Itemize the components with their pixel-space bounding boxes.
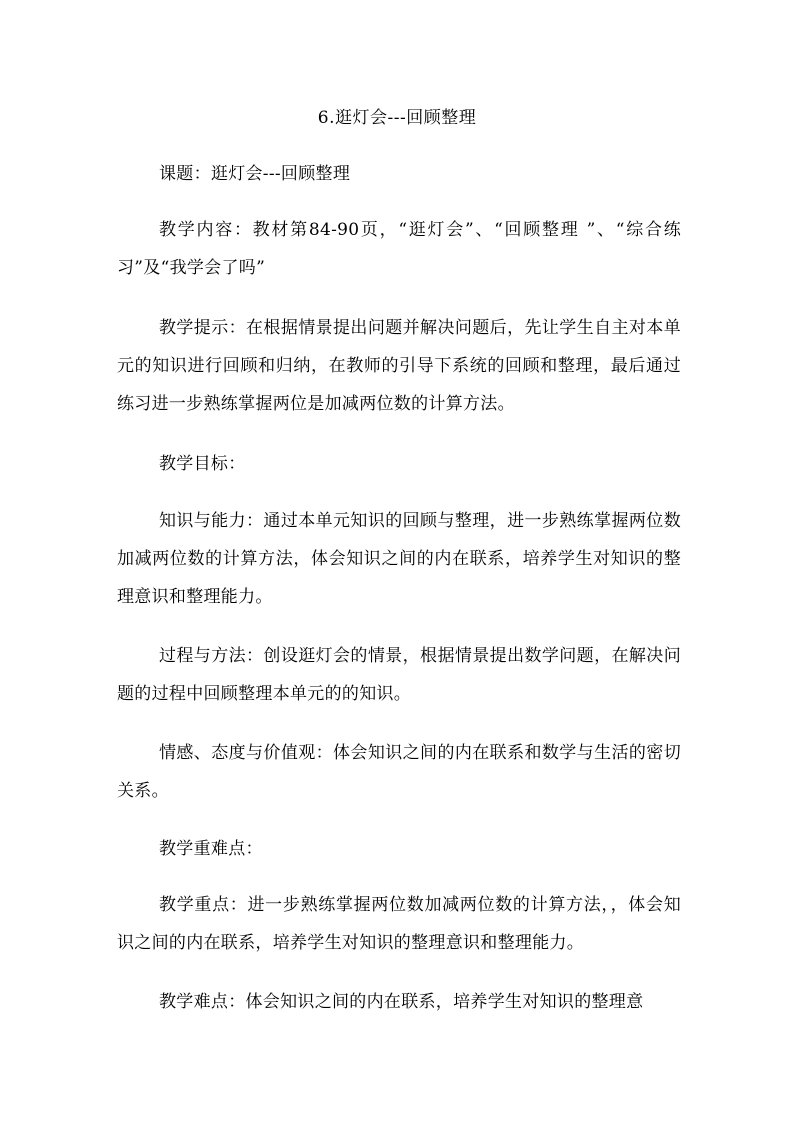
knowledge-paragraph: 知识与能力：通过本单元知识的回顾与整理，进一步熟练掌握两位数加减两位数的计算方法，体会知识之间的内在联系，培养学生对知识的整理意识和整理能力。 xyxy=(117,511,681,607)
topic-paragraph: 课题：逛灯会---回顾整理 xyxy=(159,164,351,184)
goal-heading: 教学目标： xyxy=(159,454,246,474)
content-paragraph: 教学内容：教材第84-90页，“逛灯会”、“回顾整理 ”、“综合练习”及“我学会了吗” xyxy=(117,220,681,278)
keydiff-heading: 教学重难点： xyxy=(159,839,263,859)
document-title: 6.逛灯会---回顾整理 xyxy=(317,108,477,128)
emotion-paragraph: 情感、态度与价值观：体会知识之间的内在联系和数学与生活的密切关系。 xyxy=(117,743,681,801)
hint-paragraph: 教学提示：在根据情景提出问题并解决问题后，先让学生自主对本单元的知识进行回顾和归纳，在教师的引导下系统的回顾和整理，最后通过练习进一步熟练掌握两位是加减两位数的计算方法。 xyxy=(117,318,681,414)
process-paragraph: 过程与方法：创设逛灯会的情景，根据情景提出数学问题，在解决问题的过程中回顾整理本单元的的知识。 xyxy=(117,646,681,704)
difficulty-paragraph: 教学难点：体会知识之间的内在联系，培养学生对知识的整理意 xyxy=(159,992,644,1012)
key-point-paragraph: 教学重点：进一步熟练掌握两位数加减两位数的计算方法，，体会知识之间的内在联系，培养学生对知识的整理意识和整理能力。 xyxy=(117,895,681,953)
